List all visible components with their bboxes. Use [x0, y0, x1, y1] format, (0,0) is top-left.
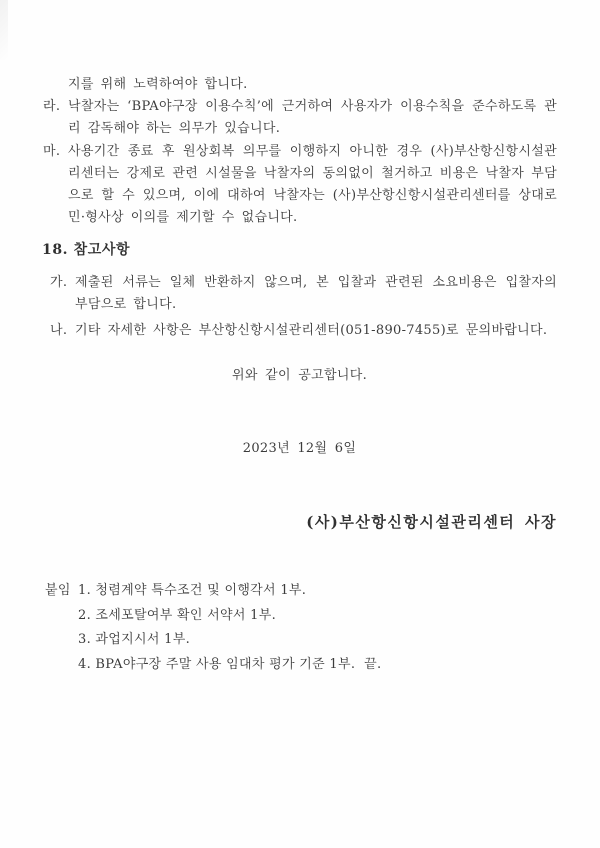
- list-item-ga: [50, 272, 557, 316]
- item-marker: 라.: [43, 99, 61, 114]
- item-text: 낙찰자는 ‘BPA야구장 이용수칙’에 근거하여 사용자가 이용수칙을 준수하도록 관리 감독해야 하는 의무가 있습니다.: [68, 99, 557, 136]
- attachments-list: [78, 579, 557, 677]
- item-text: 사용기간 종료 후 원상회복 의무를 이행하지 아니한 경우 (사)부산항신항시설관리센터는 강제로 관련 시설물을 낙찰자의 동의없이 철거하고 비용은 낙찰자 부담으로 할 수 있으며, 이에 대하여 낙찰자는 (사)부산항신항시설관리센터를 상대로 민·형사상 이의를 제기할 수 없습니다.: [68, 144, 557, 225]
- item-marker: 마.: [43, 144, 61, 159]
- item-marker: 가.: [50, 275, 68, 290]
- section-heading: 18. 참고사항: [42, 242, 131, 258]
- item-text: 제출된 서류는 일체 반환하지 않으며, 본 입찰과 관련된 소요비용은 입찰자의 부담으로 합니다.: [75, 275, 557, 312]
- attachments-label: 붙임: [45, 583, 71, 598]
- item-text: 기타 자세한 사항은 부산항신항시설관리센터(051-890-7455)로 문의바랍니다.: [75, 323, 548, 338]
- section-notes: [42, 239, 557, 342]
- list-item-ra: [43, 96, 557, 140]
- attachments-block: [45, 579, 557, 677]
- signature-line: (사)부산항신항시설관리센터 사장: [306, 513, 557, 531]
- list-item-ma: [43, 141, 557, 229]
- attachment-item: 4. BPA야구장 주말 사용 임대차 평가 기준 1부. 끝.: [78, 656, 382, 672]
- closing-statement: 위와 같이 공고합니다.: [231, 368, 368, 383]
- attachment-item: 1. 청렴계약 특수조건 및 이행각서 1부.: [78, 583, 307, 598]
- date-line: 2023년 12월 6일: [242, 441, 357, 456]
- list-item-na: [50, 320, 557, 342]
- attachment-item: 2. 조세포탈여부 확인 서약서 1부.: [78, 607, 277, 623]
- attachment-item: 3. 과업지시서 1부.: [78, 632, 191, 647]
- item-marker: 나.: [50, 323, 68, 338]
- paragraph-continuation: 지를 위해 노력하여야 합니다.: [68, 77, 248, 92]
